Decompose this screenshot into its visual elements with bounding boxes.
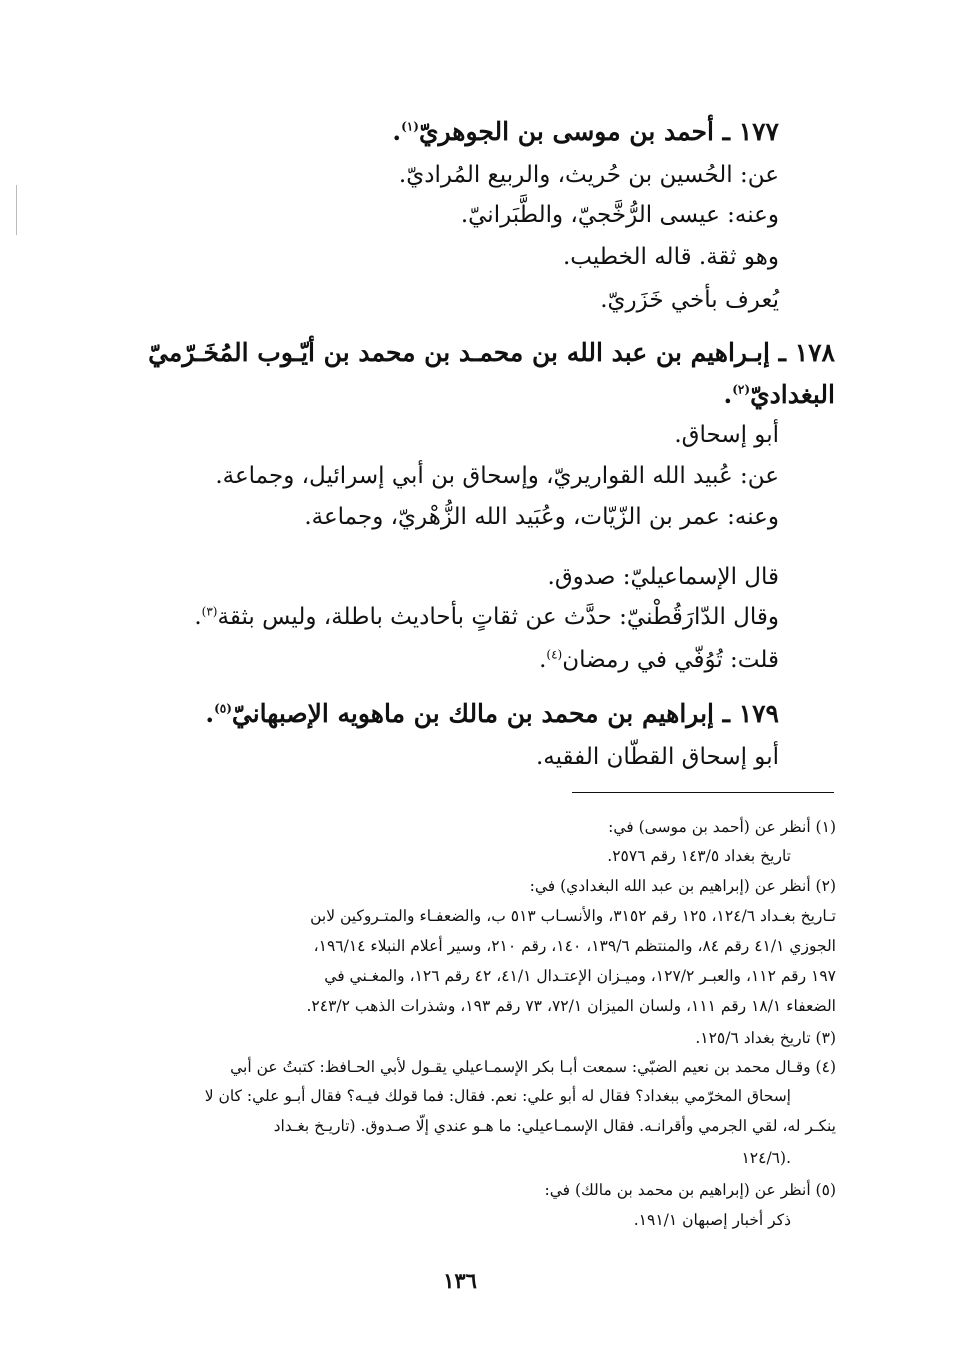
footnote-2-line-3: الجوزي ٤١/١ رقم ٨٤، والمنتظم ١٣٩/٦، ١٤٠، رقم ٢١٠، وسير أعلام النبلاء ١٩٦/١٤، [313,937,836,955]
period: . [723,380,733,409]
period: . [194,604,202,630]
page-number: ١٣٦ [443,1268,477,1293]
daraqutni-text: وقال الدّارَقُطْنيّ: حدَّث عن ثقاتٍ بأحاديث باطلة، وليس بثقة [217,604,779,630]
entry-177-nickname: يُعرف بأخي خَزَريّ. [600,287,779,313]
footnote-divider [572,792,834,793]
scan-mark [16,185,17,235]
entry-177-teachers: عن: الحُسين بن حُريث، والربيع المُراديّ. [398,162,779,188]
period: . [539,647,547,673]
footnote-4-line-4: ١٢٤/٦). [741,1149,791,1167]
footnote-2-line-5: الضعفاء ١٨/١ رقم ١١١، ولسان الميزان ٧٢/١، ٧٣ رقم ١٩٣، وشذرات الذهب ٢٤٣/٢. [306,997,836,1015]
entry-178-daraqutni-grading [194,600,779,634]
footnote-3-line-1: (٣) تاريخ بغداد ١٢٥/٦. [695,1029,836,1047]
entry-178-nisba: البغداديّ [750,380,835,409]
entry-178-teachers: عن: عُبيد الله القواريريّ، وإسحاق بن أبي إسرائيل، وجماعة. [215,463,779,489]
entry-178-title-cont [724,378,835,412]
period: . [205,699,215,728]
footnote-ref-4: (٤) [546,647,563,662]
footnote-2-line-2: تـاريخ بغـداد ١٢٤/٦، ١٢٥ رقم ٣١٥٢، والأنسـاب ٥١٣ ب، والضعفـاء والمتـروكين لابن [310,907,836,925]
entry-178-ismaili-grading: قال الإسماعيليّ: صدوق. [547,564,779,590]
period: . [392,117,402,146]
footnote-ref-2: (٢) [732,382,751,397]
footnote-2-line-1: (٢) أنظر عن (إبراهيم بن عبد الله البغدادي) في: [529,877,836,895]
entry-177-students: وعنه: عيسى الرُّخَّجيّ، والطَّبَرانيّ. [460,202,779,228]
entry-177-title [392,115,779,149]
death-text: قلت: تُوُفّي في رمضان [562,647,779,673]
footnote-ref-1: (١) [401,119,419,134]
entry-177-name: ١٧٧ ـ أحمد بن موسى بن الجوهريّ [418,117,779,146]
entry-179-kunya: أبو إسحاق القطّان الفقيه. [535,744,779,770]
footnote-ref-5: (٥) [214,701,232,716]
entry-178-death [539,643,779,677]
footnote-2-line-4: ١٩٧ رقم ١١٢، والعبـر ١٢٧/٢، وميـزان الإعتـدال ٤١/١، ٤٢ رقم ١٢٦، والمغـني في [324,967,836,985]
footnote-4-line-3: ينكـر له، لقي الجرمي وأقرانـه. فقال الإسمـاعيلي: ما هـو عندي إلّا صـدوق. (تاريـخ بغـداد [273,1117,836,1135]
entry-177-grading: وهو ثقة. قاله الخطيب. [562,244,779,270]
entry-178-title: ١٧٨ ـ إبـراهيم بن عبد الله بن محمـد بن محمد بن أيّـوب المُخَـرّميّ [148,338,835,367]
entry-179-name: ١٧٩ ـ إبراهيم بن محمد بن مالك بن ماهويه الإصبهانيّ [231,699,779,728]
entry-179-title [205,697,779,731]
footnote-1-line-1: (١) أنظر عن (أحمد بن موسى) في: [608,818,836,836]
footnote-5-line-2: ذكر أخبار إصبهان ١٩١/١. [633,1211,791,1229]
entry-178-students: وعنه: عمر بن الزّيّات، وعُبَيد الله الزُّهْريّ، وجماعة. [304,504,779,530]
footnote-ref-3: (٣) [201,604,218,619]
footnote-1-line-2: تاريخ بغداد ١٤٣/٥ رقم ٢٥٧٦. [607,847,791,865]
footnote-4-line-2: إسحاق المخرّمي ببغداد؟ فقال له أبو علي: نعم. فقال: فما قولك فيـه؟ فقال أبـو علي: كان لا [204,1087,791,1105]
entry-178-kunya: أبو إسحاق. [674,422,779,448]
footnote-4-line-1: (٤) وقـال محمد بن نعيم الضبّي: سمعت أبـا بكر الإسمـاعيلي يقـول لأبي الحـافظ: كتبتُ عن أبي [230,1058,836,1076]
footnote-5-line-1: (٥) أنظر عن (إبراهيم بن محمد بن مالك) في: [544,1181,836,1199]
